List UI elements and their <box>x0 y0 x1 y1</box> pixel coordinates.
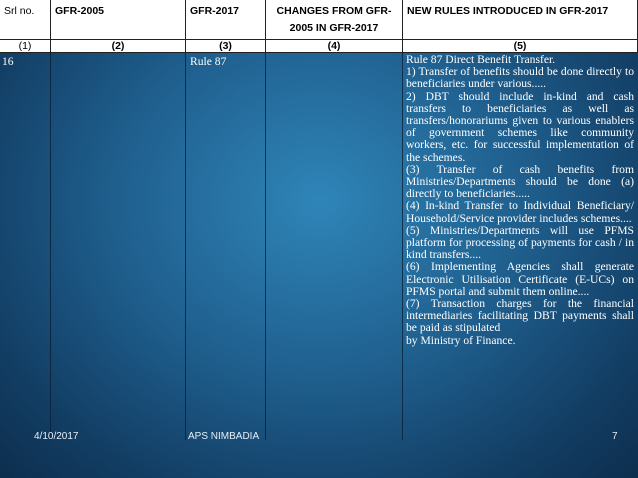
colnum-2: (2) <box>51 40 186 53</box>
footer-author: APS NIMBADIA <box>188 431 260 442</box>
rule-item-5: (5) Ministries/Departments will use PFMS platform for processing of payments for cash / in kind transfers.... <box>406 223 634 262</box>
header-gfr-2017: GFR-2017 <box>186 0 266 40</box>
rule-heading: Rule 87 Direct Benefit Transfer. <box>406 53 556 66</box>
rule-item-4: (4) In-kind Transfer to Individual Beneficiary/ Household/Service provider includes schemes.... <box>406 199 634 225</box>
colnum-1: (1) <box>0 40 51 53</box>
colnum-5: (5) <box>403 40 638 53</box>
header-gfr-2005: GFR-2005 <box>51 0 186 40</box>
footer-page-number: 7 <box>612 431 618 442</box>
header-srl-no: Srl no. <box>0 0 51 40</box>
cell-srl-no: 16 <box>2 55 14 68</box>
column-divider <box>50 53 51 440</box>
colnum-4: (4) <box>266 40 403 53</box>
cell-gfr-2017: Rule 87 <box>190 55 227 68</box>
cell-new-rules <box>406 54 634 347</box>
column-divider <box>265 53 266 440</box>
rule-item-3: (3) Transfer of cash benefits from Ministries/Departments should be done (a) directly to beneficiaries..... <box>406 162 634 201</box>
header-changes: CHANGES FROM GFR-2005 IN GFR-2017 <box>266 0 403 40</box>
column-divider <box>402 53 403 440</box>
rule-item-1: 1) Transfer of benefits should be done directly to beneficiaries under various..... <box>406 65 634 91</box>
rule-item-6: (6) Implementing Agencies shall generate Electronic Utilisation Certificate (E-UCs) on PFMS portal and submit them online.... <box>406 260 634 298</box>
rule-item-7-cont: by Ministry of Finance. <box>406 333 516 347</box>
header-new-rules: NEW RULES INTRODUCED IN GFR-2017 <box>403 0 638 40</box>
footer-date: 4/10/2017 <box>34 431 79 442</box>
rule-item-7: (7) Transaction charges for the financial intermediaries facilitating DBT payments shall be paid as stipulated <box>406 297 634 335</box>
rule-item-2: 2) DBT should include in-kind and cash transfers to beneficiaries as well as transfers/honorariums given to various enablers of government schemes like community workers, etc. for successful implementation of the schemes. <box>406 89 634 164</box>
column-divider <box>185 53 186 440</box>
colnum-3: (3) <box>186 40 266 53</box>
